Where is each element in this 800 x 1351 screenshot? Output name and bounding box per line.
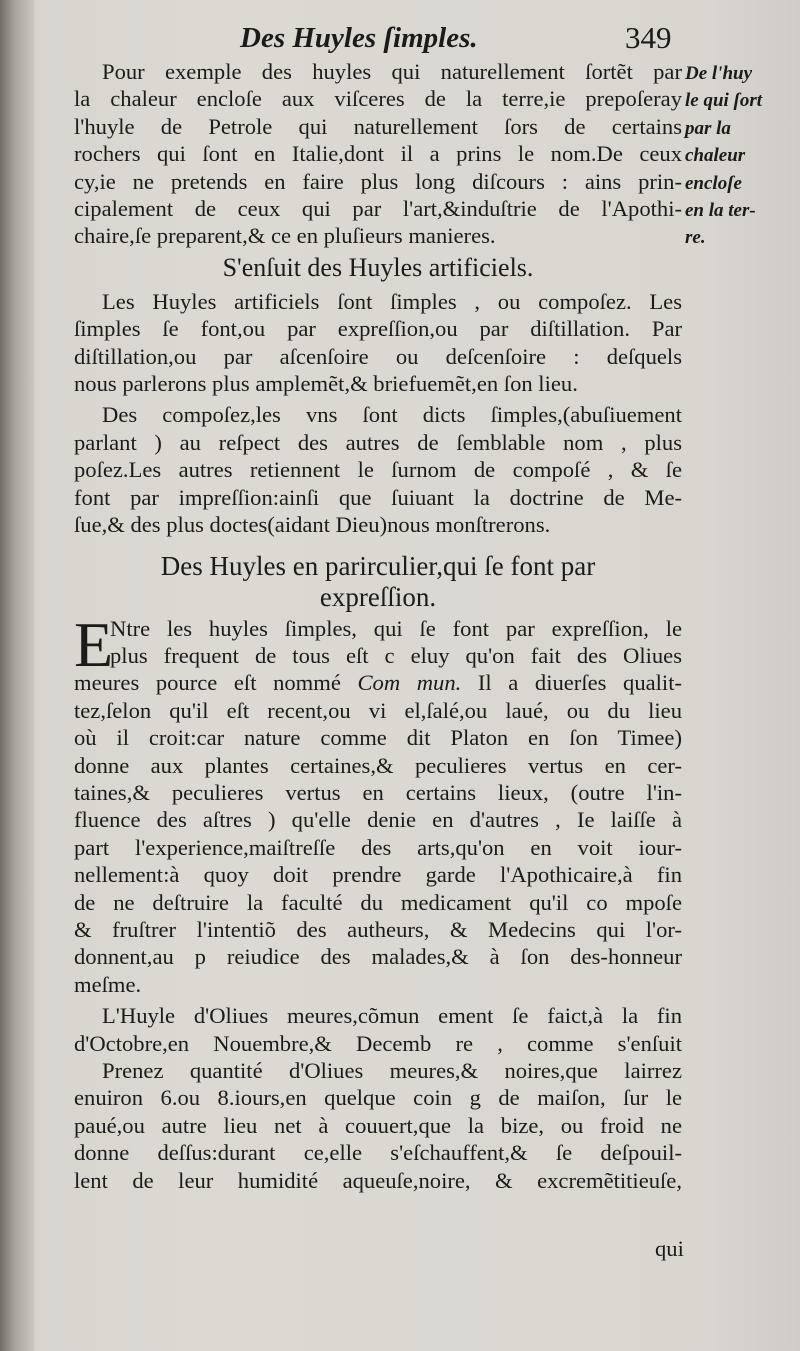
- marginal-note-line: le qui ſort: [685, 90, 763, 112]
- section-heading-particulier: [74, 551, 682, 613]
- marginal-note-line: re.: [685, 227, 706, 249]
- text-line: parlant ) au reſpect des autres de ſemblable nom , plus: [74, 429, 682, 455]
- italic-term: Com mun.: [357, 670, 462, 696]
- text-line: donne aux plantes certaines,& peculieres vertus en cer-: [74, 752, 682, 778]
- text-line: part l'experience,maiſtreſſe des arts,qu'on en voit iour-: [74, 834, 682, 860]
- text-line: de ne deſtruire la faculté du medicament qu'il co mpoſe: [74, 889, 682, 915]
- paragraph-petrole: [74, 58, 682, 250]
- text-line: donnent,au p reiudice des malades,& à ſon des-honneur: [74, 944, 682, 970]
- marginal-note-line: en la ter-: [685, 200, 756, 222]
- text-line: nous parlerons plus amplemẽt,& briefuemẽt,en ſon lieu.: [74, 371, 578, 397]
- text-line: [74, 669, 682, 696]
- text-line: donne deſſus:durant ce,elle s'eſchauffent,& ſe deſpouil-: [74, 1140, 682, 1166]
- paragraph-composez: [74, 401, 682, 538]
- text-segment: meures pource eſt nommé: [74, 670, 358, 696]
- text-line: L'Huyle d'Oliues meures,cõmun ement ſe faict,à la fin: [102, 1003, 682, 1029]
- text-line: d'Octobre,en Nouembre,& Decemb re , comme s'enſuit: [74, 1030, 682, 1056]
- text-segment: Il a diuerſes qualit-: [461, 670, 683, 696]
- catchword: qui: [655, 1236, 684, 1261]
- text-line: rochers qui ſont en Italie,dont il a prins le nom.De ceux: [74, 141, 682, 167]
- text-line: paué,ou autre lieu net à couuert,que la bize, ou froid ne: [74, 1112, 682, 1138]
- text-line: cy,ie ne pretends en faire plus long diſcours : ains prin-: [74, 168, 682, 194]
- text-line: ſimples ſe font,ou par expreſſion,ou par diſtillation. Par: [74, 316, 682, 342]
- text-line: lent de leur humidité aqueuſe,noire, & excremẽtitieuſe,: [74, 1167, 682, 1193]
- page-number: 349: [625, 20, 672, 55]
- text-line: où il croit:car nature comme dit Platon en ſon Timee): [74, 725, 682, 751]
- paragraph-simples: [74, 288, 682, 398]
- text-line: tez,ſelon qu'il eſt recent,ou vi el,ſalé,ou laué, ou du lieu: [74, 697, 682, 723]
- text-line: cipalement de ceux qui par l'art,&induſtrie de l'Apothi-: [74, 196, 682, 222]
- text-line: plus frequent de tous eſt c eluy qu'on fait des Oliues: [110, 642, 682, 668]
- marginal-note: [685, 60, 797, 252]
- text-line: & fruſtrer l'intentiõ des autheurs, & Medecins qui l'or-: [74, 916, 682, 942]
- drop-cap: E: [74, 608, 114, 680]
- paragraph-oliues: [74, 608, 683, 999]
- paragraph-recette: [74, 1057, 682, 1194]
- text-line: taines,& peculieres vertus en certains lieux, (outre l'in-: [74, 779, 682, 805]
- text-line: la chaleur encloſe aux viſceres de la terre,ie prepoſeray: [74, 86, 682, 112]
- text-line: Des compoſez,les vns ſont dicts ſimples,(abuſiuement: [102, 402, 682, 428]
- marginal-note-line: par la: [685, 117, 731, 139]
- text-line: chaire,ſe preparent,& ce en pluſieurs manieres.: [74, 223, 496, 249]
- text-line: Ntre les huyles ſimples, qui ſe font par expreſſion, le: [110, 615, 682, 641]
- text-line: diſtillation,ou par aſcenſoire ou deſcenſoire : deſquels: [74, 343, 682, 369]
- running-head-title: Des Huyles ſimples.: [240, 22, 478, 54]
- text-line: ſue,& des plus doctes(aidant Dieu)nous monſtrerons.: [74, 512, 551, 538]
- text-line: meſme.: [74, 971, 142, 997]
- main-text: [74, 58, 682, 1194]
- text-line: nellement:à quoy doit prendre garde l'Apothicaire,à fin: [74, 862, 682, 888]
- heading-line: Des Huyles en parirculier,qui ſe font par: [160, 550, 596, 581]
- text-line: font par impreſſion:ainſi que ſuiuant la doctrine de Me-: [74, 484, 682, 510]
- text-line: l'huyle de Petrole qui naturellement ſors de certains: [74, 113, 682, 139]
- marginal-note-line: De l'huy: [685, 63, 753, 84]
- text-line: Pour exemple des huyles qui naturellement ſortẽt par: [102, 59, 682, 84]
- text-line: poſez.Les autres retiennent le ſurnom de compoſé , & ſe: [74, 457, 682, 483]
- text-line: enuiron 6.ou 8.iours,en quelque coin g de maiſon, ſur le: [74, 1085, 682, 1111]
- running-head: [0, 22, 800, 62]
- marginal-note-line: chaleur: [685, 145, 746, 167]
- paragraph-saison: [74, 1002, 682, 1057]
- text-line: fluence des aſtres ) qu'elle denie en d'autres , Ie laiſſe à: [74, 807, 682, 833]
- section-heading-artificiels: S'enſuit des Huyles artificiels.: [222, 252, 534, 282]
- marginal-note-line: encloſe: [685, 172, 742, 194]
- heading-line: expreſſion.: [319, 581, 437, 612]
- page-gutter-shadow: [0, 0, 34, 1351]
- text-line: Les Huyles artificiels ſont ſimples , ou compoſez. Les: [102, 288, 682, 314]
- text-line: Prenez quantité d'Oliues meures,& noires,que lairrez: [102, 1058, 682, 1083]
